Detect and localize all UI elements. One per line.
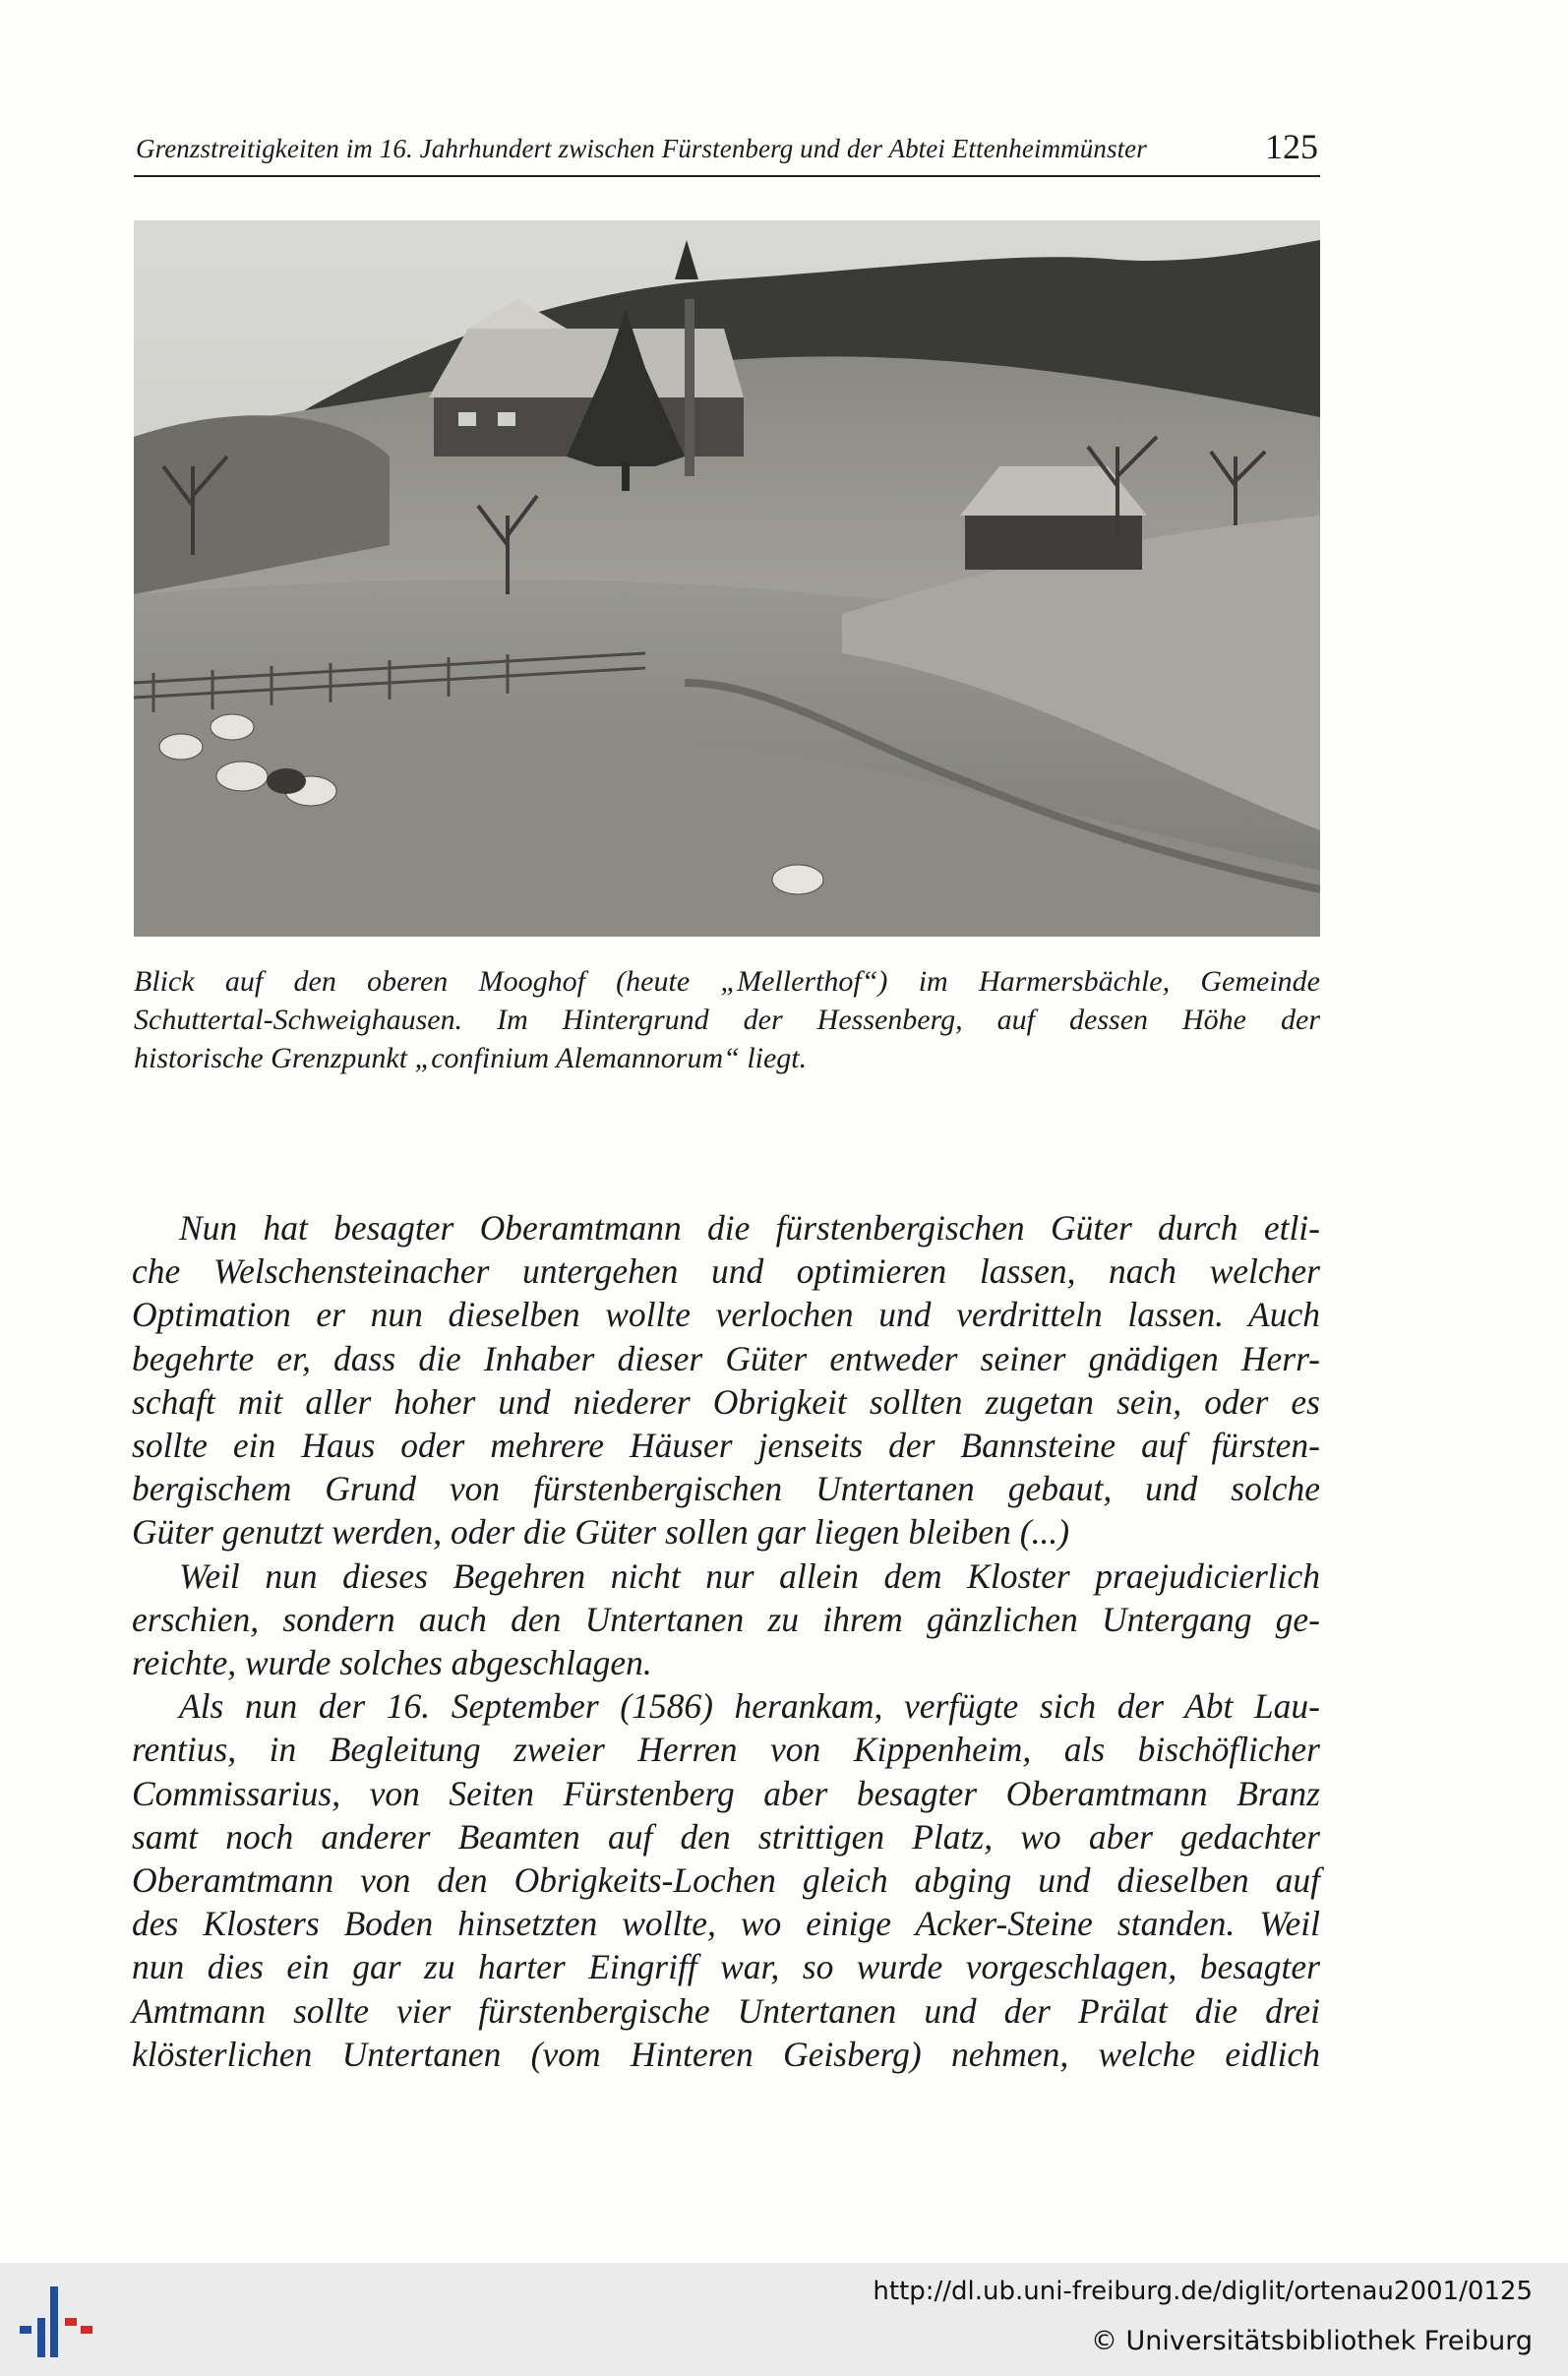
text-line: Weil nun dieses Begehren nicht nur allein dem Kloster praejudicierlich bbox=[179, 1555, 1320, 1596]
text-line: des Klosters Boden hinsetzten wollte, wo einige Acker-Steine standen. Weil bbox=[132, 1904, 1320, 1944]
text-line: Oberamtmann von den Obrigkeits-Lochen gleich abging und dieselben auf bbox=[132, 1860, 1320, 1901]
text-line: Güter genutzt werden, oder die Güter sollen gar liegen bleiben (...) bbox=[132, 1512, 1070, 1553]
farmhouse-landscape-photo bbox=[134, 220, 1320, 937]
text-line: Optimation er nun dieselben wollte verlochen und verdritteln lassen. Auch bbox=[132, 1295, 1320, 1335]
caption-line: historische Grenzpunkt „confinium Alemannorum“ liegt. bbox=[134, 1042, 808, 1074]
caption-line: Schuttertal-Schweighausen. Im Hintergrund der Hessenberg, auf dessen Höhe der bbox=[134, 1004, 1320, 1036]
text-line: Commissarius, von Seiten Fürstenberg aber besagter Oberamtmann Branz bbox=[132, 1773, 1320, 1813]
text-line: Als nun der 16. September (1586) herankam, verfügte sich der Abt Lau- bbox=[179, 1686, 1320, 1727]
text-line: reichte, wurde solches abgeschlagen. bbox=[132, 1643, 652, 1683]
copyright-notice: © Universitätsbibliothek Freiburg bbox=[1090, 2326, 1533, 2356]
text-line: che Welschensteinacher untergehen und optimieren lassen, nach welcher bbox=[132, 1251, 1320, 1292]
text-line: sollte ein Haus oder mehrere Häuser jenseits der Bannsteine auf fürsten- bbox=[132, 1426, 1320, 1466]
viewer-footer bbox=[0, 2263, 1568, 2376]
text-line: rentius, in Begleitung zweier Herren von Kippenheim, als bischöflicher bbox=[132, 1730, 1320, 1770]
page-number: 125 bbox=[1265, 127, 1318, 166]
text-line: nun dies ein gar zu harter Eingriff war, so wurde vorgeschlagen, besagter bbox=[132, 1947, 1320, 1987]
running-title: Grenzstreitigkeiten im 16. Jahrhundert zwischen Fürstenberg und der Abtei Ettenheimmünster bbox=[136, 134, 1147, 163]
body-text bbox=[132, 1206, 1320, 2076]
text-line: Amtmann sollte vier fürstenbergische Untertanen und der Prälat die drei bbox=[132, 1990, 1320, 2031]
text-line: samt noch anderer Beamten auf den strittigen Platz, wo aber gedachter bbox=[132, 1816, 1320, 1857]
text-line: erschien, sondern auch den Untertanen zu ihrem gänzlichen Untergang ge- bbox=[132, 1599, 1320, 1639]
ub-freiburg-logo-icon bbox=[18, 2283, 96, 2361]
text-line: schaft mit aller hoher und niederer Obrigkeit sollten zugetan sein, oder es bbox=[132, 1381, 1320, 1422]
permalink-link[interactable]: http://dl.ub.uni-freiburg.de/diglit/ortenau2001/0125 bbox=[873, 2277, 1533, 2306]
photo-caption bbox=[134, 962, 1320, 1077]
text-line: bergischem Grund von fürstenbergischen Untertanen gebaut, und solche bbox=[132, 1469, 1320, 1509]
text-line: Nun hat besagter Oberamtmann die fürstenbergischen Güter durch etli- bbox=[179, 1208, 1320, 1248]
text-line: begehrte er, dass die Inhaber dieser Güter entweder seiner gnädigen Herr- bbox=[132, 1338, 1320, 1378]
running-header bbox=[134, 128, 1320, 177]
caption-line: Blick auf den oberen Mooghof (heute „Mellerthof“) im Harmersbächle, Gemeinde bbox=[134, 965, 1320, 998]
text-line: klösterlichen Untertanen (vom Hinteren Geisberg) nehmen, welche eidlich bbox=[132, 2034, 1320, 2074]
